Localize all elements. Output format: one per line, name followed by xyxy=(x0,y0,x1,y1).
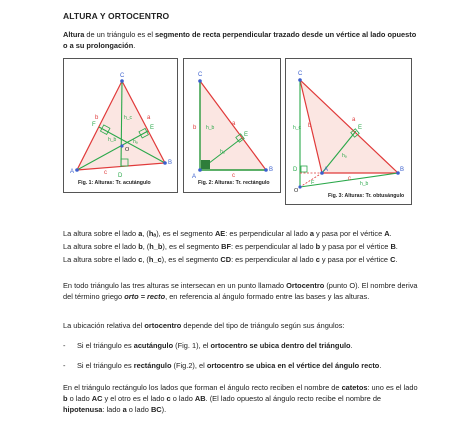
ortocentro-paragraph: En todo triángulo las tres alturas se intersecan en un punto llamado Ortocentro (punto O). El nombre deriva del término griego orto = recto, en referencia al ángulo formado entre las bases y las alturas. xyxy=(63,281,418,301)
label-e: E xyxy=(150,125,155,131)
label-hb: h_b xyxy=(360,181,369,187)
label-hc: h_c xyxy=(124,115,133,121)
label-e: E xyxy=(244,132,249,138)
right-angle-d xyxy=(301,166,307,172)
label-b: B xyxy=(400,167,405,173)
catetos-paragraph: En el triángulo rectángulo los lados que forman el ángulo recto reciben el nombre de catetos: uno es el lado b o lado AC y el otro es el lado c o lado AB. (El lado opuesto al ángulo recto recibe el nombre de hipotenusa: lado a o lado BC). xyxy=(63,383,418,414)
figure-caption: Fig. 1: Alturas: Tr. acutángulo xyxy=(78,180,151,186)
figure-right xyxy=(183,58,281,193)
figure-caption: Fig. 3: Alturas: Tr. obtusángulo xyxy=(328,193,405,199)
ubicacion-paragraph: La ubicación relativa del ortocentro depende del tipo de triángulo según sus ángulos: xyxy=(63,321,345,330)
vertex-b xyxy=(264,168,268,172)
orthocenter-o xyxy=(120,144,123,147)
figure-acute xyxy=(63,58,178,193)
label-f: F xyxy=(92,122,96,128)
vertex-a xyxy=(75,168,79,172)
label-ha: hₐ xyxy=(133,139,138,145)
label-c: C xyxy=(298,71,303,77)
vertex-c xyxy=(120,79,124,83)
intro-paragraph: Altura de un triángulo es el segmento de recta perpendicular trazado desde un vértice al lado opuesto o a su prolongación. xyxy=(63,30,417,50)
vertex-a xyxy=(198,168,202,172)
label-side-a: a xyxy=(352,117,356,123)
right-angle-a xyxy=(201,160,210,169)
label-ha: hₐ xyxy=(342,153,347,159)
label-a: A xyxy=(70,169,75,175)
label-e: E xyxy=(358,125,363,131)
right-triangle-diagram xyxy=(184,59,280,192)
label-side-b: b xyxy=(193,125,197,131)
altura-line-c: La altura sobre el lado c, (h_c), es el segmento CD: es perpendicular al lado c y pasa por el vértice C. xyxy=(63,255,398,264)
label-a: A xyxy=(324,167,329,173)
label-side-b: b xyxy=(95,115,99,121)
label-hc: h_c xyxy=(293,125,302,131)
label-side-a: a xyxy=(232,121,236,127)
label-d: D xyxy=(293,167,298,173)
intro-definition: segmento de recta perpendicular trazado desde un vértice al lado opuesto o a su prolongación xyxy=(63,30,417,50)
orthocenter-o xyxy=(298,185,301,188)
figure-caption: Fig. 2: Alturas: Tr. rectángulo xyxy=(198,180,270,186)
label-f: F xyxy=(311,180,315,186)
label-b: B xyxy=(269,167,274,173)
label-side-c: c xyxy=(348,176,351,182)
vertex-c xyxy=(198,79,202,83)
label-side-b: b xyxy=(308,123,312,129)
label-o: O xyxy=(125,147,130,153)
altura-line-a: La altura sobre el lado a, (hₐ), es el segmento AE: es perpendicular al lado a y pasa por el vértice A. xyxy=(63,229,392,238)
label-d: D xyxy=(118,173,123,179)
document-page: ALTURA Y ORTOCENTRO Altura de un triángulo es el segmento de recta perpendicular trazado desde un vértice al lado opuesto o a su prolongación. A B C D E F O a b c hₐ h_b h_c Fig. 1: Alturas: Tr. acutángulo C B A E a b c h_b hₐ Fig. 2: Alturas: Tr. rectángulo C A B D E F O a b c hₐ h_c h_b Fig. 3: Alturas: Tr. obtusángulo La altura sobre el lado a, (hₐ), es el segmento AE: es perpendicular al lado a y pasa por el vértice A. La altura sobre el lado b, (h_b), es el segmento BF: es perpendicular al lado b y pasa por el vértice B. La altura sobre el lado c, (h_c), es el segmento CD: es perpendicular al lado c y pasa por el vértice C. En todo triángulo las tres alturas se intersecan en un punto llamado Ortocentro (punto O). El nombre deriva del término griego orto = recto, en referencia al ángulo formado entre las bases y las alturas. La ubicación relativa del ortocentro depende del tipo de triángulo según sus ángulos: - Si el triángulo es acutángulo (Fig. 1), el ortocentro se ubica dentro del triángulo. - Si el triángulo es rectángulo (Fig.2), el ortocentro se ubica en el vértice del ángulo recto. En el triángulo rectángulo los lados que forman el ángulo recto reciben el nombre de catetos: uno es el lado b o lado AC y el otro es el lado c o lado AB. (El lado opuesto al ángulo recto recibe el nombre de hipotenusa: lado a o lado BC). xyxy=(0,0,474,428)
label-side-a: a xyxy=(147,115,151,121)
label-c: C xyxy=(198,72,203,78)
obtuse-triangle-diagram xyxy=(286,59,411,204)
label-side-c: c xyxy=(104,170,107,176)
triangle-abc xyxy=(300,80,398,173)
vertex-b xyxy=(163,161,167,165)
acute-triangle-diagram xyxy=(64,59,177,192)
label-hb: h_b xyxy=(206,125,215,131)
label-ha: hₐ xyxy=(220,149,225,155)
label-b: B xyxy=(168,160,173,166)
label-o: O xyxy=(294,188,299,194)
label-hb: h_b xyxy=(108,137,117,143)
label-a: A xyxy=(192,174,197,180)
label-side-c: c xyxy=(232,173,235,179)
vertex-c xyxy=(298,78,302,82)
page-title: ALTURA Y ORTOCENTRO xyxy=(63,11,170,21)
figure-obtuse xyxy=(285,58,412,205)
altura-line-b: La altura sobre el lado b, (h_b), es el segmento BF: es perpendicular al lado b y pasa por el vértice B. xyxy=(63,242,398,251)
intro-term: Altura xyxy=(63,30,85,39)
altura-definitions xyxy=(63,227,423,266)
label-c: C xyxy=(120,73,125,79)
